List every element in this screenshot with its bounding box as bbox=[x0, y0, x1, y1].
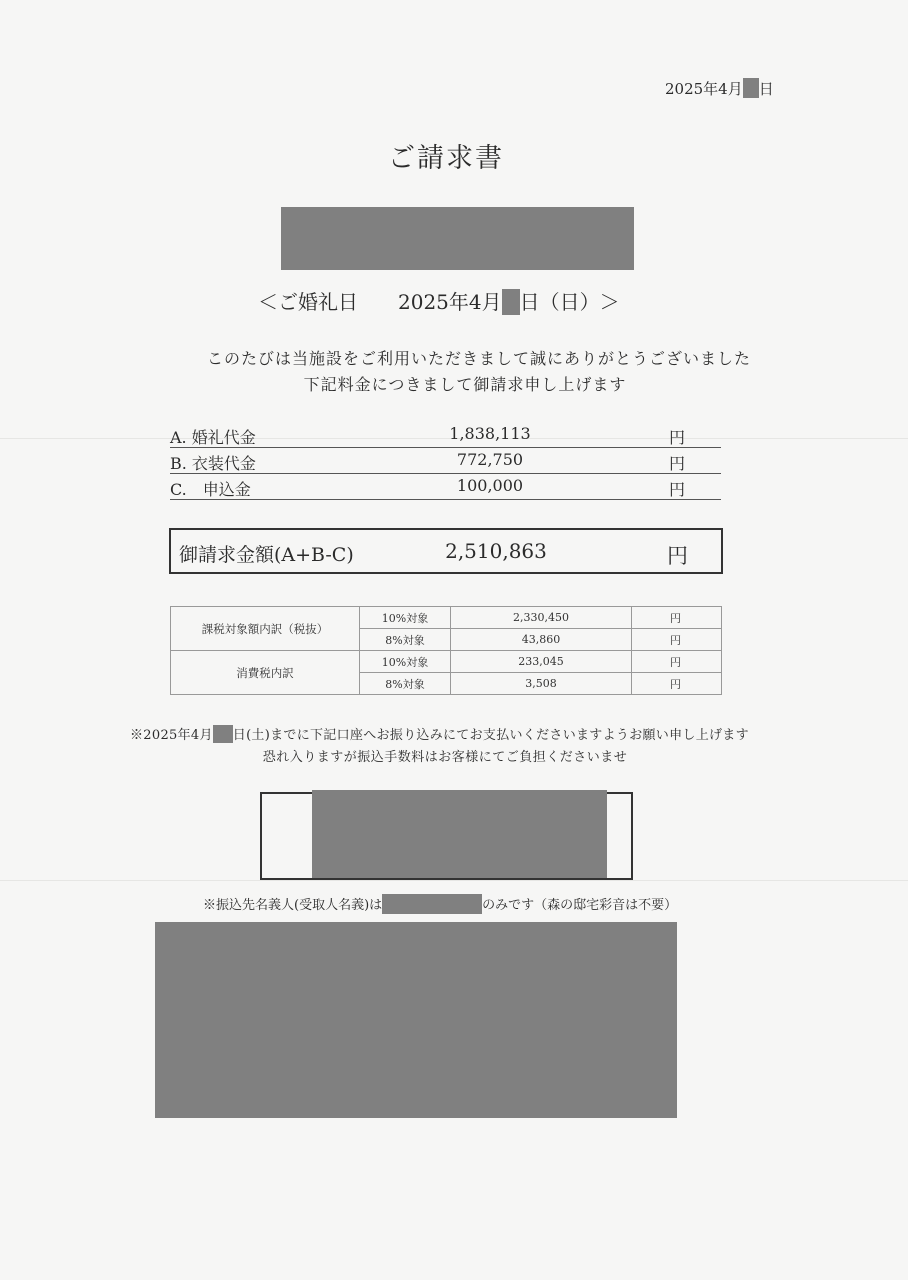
wedding-date-line bbox=[258, 286, 620, 315]
payee-suffix: のみです（森の邸宅彩音は不要） bbox=[482, 898, 678, 913]
charge-label: A. 婚礼代金 bbox=[170, 428, 256, 447]
charge-unit: 円 bbox=[669, 454, 686, 473]
redacted-customer-name bbox=[281, 207, 634, 270]
charge-unit: 円 bbox=[669, 428, 686, 447]
tax-amount: 43,860 bbox=[451, 629, 632, 651]
payee-note bbox=[203, 894, 677, 914]
charge-label: C. 申込金 bbox=[170, 480, 251, 499]
total-amount: 2,510,863 bbox=[445, 539, 547, 563]
note-suffix: 日(土)までに下記口座へお振り込みにてお支払いくださいますようお願い申し上げます bbox=[232, 728, 749, 743]
total-unit: 円 bbox=[667, 544, 688, 568]
issue-date bbox=[665, 78, 774, 99]
charge-label: B. 衣装代金 bbox=[170, 454, 256, 473]
tax-rate: 8%対象 bbox=[360, 629, 451, 651]
redacted-details bbox=[155, 922, 677, 1118]
redacted-day bbox=[213, 725, 233, 743]
total-label: 御請求金額(A+B-C) bbox=[179, 544, 354, 566]
tax-row bbox=[171, 651, 722, 673]
tax-unit: 円 bbox=[632, 651, 722, 673]
tax-breakdown-table bbox=[170, 606, 722, 695]
tax-unit: 円 bbox=[632, 607, 722, 629]
payee-prefix: ※振込先名義人(受取人名義)は bbox=[203, 898, 383, 913]
charge-items bbox=[170, 422, 721, 500]
wedding-day-label: ＜ご婚礼日 bbox=[258, 290, 358, 314]
request-message: 下記料金につきまして御請求申し上げます bbox=[303, 375, 627, 394]
tax-rate: 10%対象 bbox=[360, 651, 451, 673]
wedding-date-prefix: 2025年4月 bbox=[398, 290, 502, 314]
wedding-date-suffix: 日（日）＞ bbox=[519, 290, 620, 314]
consumption-tax-label: 消費税内訳 bbox=[171, 651, 360, 695]
charge-row bbox=[170, 448, 721, 474]
redacted-day bbox=[743, 78, 759, 98]
charge-amount: 100,000 bbox=[456, 476, 524, 495]
taxable-label: 課税対象額内訳（税抜） bbox=[171, 607, 360, 651]
thanks-message: このたびは当施設をご利用いただきまして誠にありがとうございました bbox=[206, 349, 751, 368]
issue-date-prefix: 2025年4月 bbox=[665, 80, 743, 98]
charge-unit: 円 bbox=[669, 480, 686, 499]
charge-amount: 772,750 bbox=[456, 450, 524, 469]
transfer-fee-note: 恐れ入りますが振込手数料はお客様にてご負担くださいませ bbox=[262, 750, 628, 765]
tax-unit: 円 bbox=[632, 673, 722, 695]
payment-deadline-note bbox=[130, 724, 749, 743]
tax-unit: 円 bbox=[632, 629, 722, 651]
fold-line bbox=[0, 880, 908, 881]
tax-rate: 10%対象 bbox=[360, 607, 451, 629]
charge-row bbox=[170, 422, 721, 448]
issue-date-suffix: 日 bbox=[758, 80, 774, 98]
redacted-payee-name bbox=[382, 894, 482, 914]
tax-amount: 3,508 bbox=[451, 673, 632, 695]
tax-amount: 233,045 bbox=[451, 651, 632, 673]
note-prefix: ※2025年4月 bbox=[130, 728, 213, 743]
tax-row bbox=[171, 607, 722, 629]
charge-row bbox=[170, 474, 721, 500]
charge-amount: 1,838,113 bbox=[449, 424, 531, 443]
document-title bbox=[0, 136, 908, 175]
redacted-bank-account bbox=[312, 790, 607, 878]
tax-rate: 8%対象 bbox=[360, 673, 451, 695]
title-text: ご請求書 bbox=[388, 143, 504, 174]
redacted-day bbox=[502, 289, 520, 315]
tax-amount: 2,330,450 bbox=[451, 607, 632, 629]
total-box bbox=[169, 528, 723, 574]
